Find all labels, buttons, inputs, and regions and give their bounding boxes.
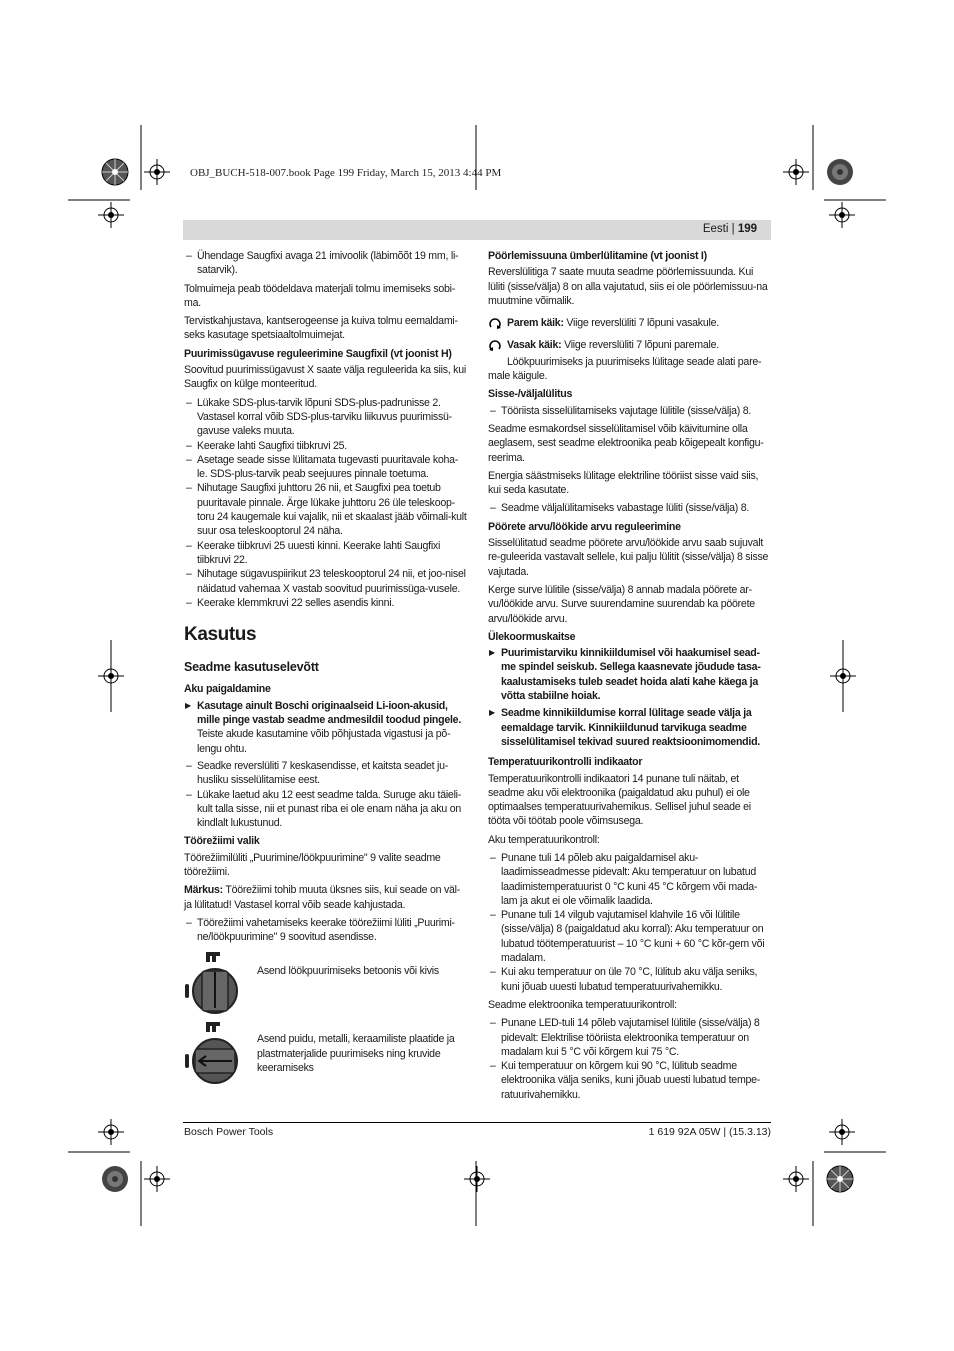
paragraph: Löökpuurimiseks ja puurimiseks lülitage seade alati pare-male käigule.: [488, 355, 762, 383]
list-item: – Nihutage sügavuspiirikut 23 teleskooptorul 24 nii, et joo-nisel näidatud vahemaa X vastab soovitud puurimissüga-vusele.: [184, 567, 467, 596]
subheading: Pöörete arvu/löökide arvu reguleerimine: [488, 520, 681, 533]
page-number: 199: [737, 223, 757, 235]
color-target-icon: [826, 158, 854, 186]
subheading: Sisse-/väljalülitus: [488, 388, 573, 401]
registration-mark-icon: [98, 1119, 124, 1145]
forward-rotation-row: [488, 316, 771, 330]
footer-rule: [183, 1122, 771, 1123]
list-item: – Nihutage Saugfixi juhttoru 26 nii, et Saugfixi pea toetub puuritavale pinnale. Ärge lükake juhttoru 26 üle teleskoop-toru 24 kaugemale kui vajalik, nii et skaalast jääb võimali-kult suur osa teleskooptorul 24 näha.: [184, 481, 467, 538]
list-item: – Kui temperatuur on kõrgem kui 90 °C, lülitub seadme elektroonika välja seniks, kuni jõuab uuesti lubatud tempe-ratuurivahemikku.: [488, 1059, 771, 1102]
mode-row-hammer: [184, 950, 467, 1020]
mode-description: Asend löökpuurimiseks betoonis või kivis: [257, 965, 439, 978]
registration-mark-icon: [144, 1166, 170, 1192]
page-header: [183, 220, 771, 240]
list-item: – Ühendage Saugfixi avaga 21 imivoolik (läbimõõt 19 mm, li-satarvik).: [184, 249, 467, 278]
list-item: – Punane tuli 14 vilgub vajutamisel klahvile 16 või lülitile (sisse/välja) 8 (paigaldatud aku korral): Aku temperatuur on lubatud töötemperatuurist – 10 °C kuni + 60 °C kõr-gem või madalam.: [488, 908, 771, 965]
color-target-icon: [101, 158, 129, 186]
paragraph: Reverslülitiga 7 saate muuta seadme pöörlemissuunda. Kui lüliti (sisse/välja) 8 on alla vajutatud, siis ei ole pöörlemissuu-na muutmine võimalik.: [488, 266, 768, 307]
registration-mark-icon: [830, 663, 856, 689]
warning-detail: Teiste akude kasutamine võib põhjustada vigastusi ja põ-lengu ohtu.: [197, 728, 451, 755]
registration-mark-icon: [144, 159, 170, 185]
reverse-label: Vasak käik:: [507, 339, 562, 352]
list-item: – Tööriista sisselülitamiseks vajutage lülitile (sisse/välja) 8.: [488, 404, 771, 418]
list-item: – Keerake tiibkruvi 25 uuesti kinni. Keerake lahti Saugfixi tiibkruvi 22.: [184, 539, 467, 568]
forward-text: Viige reverslüliti 7 lõpuni vasakule.: [563, 317, 719, 330]
paragraph: Tervistkahjustava, kantserogeense ja kuiva tolmu eemaldami-seks kasutage spetsiaaltolmuimejat.: [184, 315, 458, 342]
subheading: Töörežiimi valik: [184, 835, 260, 848]
list-item: – Keerake lahti Saugfixi tiibkruvi 25.: [184, 439, 467, 453]
warning-item: [184, 699, 467, 756]
reverse-rotation-row: [488, 338, 771, 352]
subheading: Temperatuurikontrolli indikaator: [488, 756, 643, 769]
note-paragraph: [184, 883, 467, 912]
left-column: [184, 249, 467, 1095]
subheading: Aku paigaldamine: [184, 683, 271, 696]
warning-item: ▶ Seadme kinnikiildumise korral lülitage seade välja ja eemaldage tarvik. Kinnikiildunud tarvikuga seadme sisselülitamisel tekivad suured reaktsioonimomendid.: [488, 706, 771, 749]
paragraph: Energia säästmiseks lülitage elektriline tööriist sisse vaid siis, kui seda kasutate.: [488, 469, 759, 497]
paragraph: Seadme esmakordsel sisselülitamisel võib käivitumine olla aeglasem, sest seadme elektroonika peab kõigepealt konfigu-reerima.: [488, 422, 764, 464]
registration-mark-icon: [783, 159, 809, 185]
registration-mark-icon: [783, 1166, 809, 1192]
list-item: – Lükake laetud aku 12 eest seadme talda. Suruge aku täieli-kult talla sisse, nii et punast riba ei ole enam näha ja aku on kindlalt lukustunud.: [184, 788, 467, 831]
registration-mark-icon: [464, 1166, 490, 1192]
list-item: – Seadke reverslüliti 7 keskasendisse, et kaitsta seadet ju-husliku sisselülitamise eest.: [184, 759, 467, 788]
registration-mark-icon: [829, 1119, 855, 1145]
list-item: – Asetage seade sisse lülitamata tugevasti puuritavale koha-le. SDS-plus-tarvik peab seejuures pinnale toetuma.: [184, 453, 467, 482]
paragraph: Temperatuurikontrolli indikaatori 14 punane tuli näitab, et seadme aku või elektroonika (paigaldatud aku puhul) ei ole optimaalses temperatuurivahemikus. Sellisel juhul seade ei tööta või töötab poole võimsusega.: [488, 772, 751, 828]
mode-description: Asend puidu, metalli, keraamiliste plaatide ja plastmaterjalide puurimiseks ning kruvide keeramiseks: [257, 1033, 455, 1075]
list-item: – Keerake klemmkruvi 22 selles asendis kinni.: [184, 596, 467, 610]
note-text: Töörežiimi tohib muuta üksnes siis, kui seade on väl-ja lülitatud! Vastasel korral võib seade kahjustada.: [184, 884, 461, 911]
mode-switch-hammer-drill-icon: [184, 950, 240, 1018]
paragraph: Soovitud puurimissügavust X saate välja reguleerida ka siis, kui Saugfix on külge monteeritud.: [184, 364, 466, 391]
paragraph: Kerge surve lülitile (sisse/välja) 8 annab madala pöörete ar-vu/löökide arvu. Surve suurendamine suurendab ka pöörete arvu/löökide arvu.: [488, 583, 755, 625]
list-item: – Punane tuli 14 põleb aku paigaldamisel aku-laadimisseadmesse pidevalt: Aku temperatuur on lubatud laadimistemperatuurist 0 °C kuni 45 °C kõrgem või mada-lam ja akut ei ole võimalik laadida.: [488, 851, 771, 908]
list-item: – Lükake SDS-plus-tarvik lõpuni SDS-plus-padrunisse 2. Vastasel korral võib SDS-plus-tarviku liikuvus puurimissü-gavuse valeks muuta.: [184, 396, 467, 439]
paragraph: Aku temperatuurikontroll:: [488, 833, 600, 846]
note-label: Märkus:: [184, 884, 223, 897]
registration-mark-icon: [829, 202, 855, 228]
section-title: Kasutus: [184, 624, 257, 646]
paragraph: Töörežiimilüliti „Puurimine/löökpuurimine" 9 valite seadme töörežiimi.: [184, 851, 441, 878]
paragraph: Sisselülitatud seadme pöörete arvu/löökide arvu saab sujuvalt re-guleerida vastavalt sellele, kui palju lülitit (sisse/välja) 8 sisse vajutada.: [488, 537, 769, 578]
page-header-text: [703, 223, 757, 235]
registration-mark-icon: [98, 663, 124, 689]
mode-row-drill: [184, 1020, 467, 1095]
reverse-text: Viige reverslüliti 7 lõpuni paremale.: [561, 339, 719, 352]
subheading: Ülekoormuskaitse: [488, 630, 576, 643]
paragraph: Tolmuimeja peab töödeldava materjali tolmu imemiseks sobi-ma.: [184, 282, 456, 309]
registration-mark-icon: [98, 202, 124, 228]
warning-item: ▶ Puurimistarviku kinnikiildumisel või haakumisel sead-me spindel seiskub. Sellega kaasnevate jõudude tasa-kaalustamiseks tuleb seadet hoida alati kahe käega ja võtta stabiilne hoiak.: [488, 646, 771, 703]
paragraph: Seadme elektroonika temperatuurikontroll:: [488, 998, 677, 1011]
list-item: – Töörežiimi vahetamiseks keerake töörežiimi lüliti „Puurimi-ne/löökpuurimine" 9 soovitud asendisse.: [184, 916, 467, 945]
list-item: – Punane LED-tuli 14 põleb vajutamisel lülitile (sisse/välja) 8 pidevalt: Elektrilise tööriista elektroonika temperatuur on madalam kui 5 °C või kõrgem kui 75 °C.: [488, 1016, 771, 1059]
subheading: Pöörlemissuuna ümberlülitamine (vt joonist I): [488, 250, 707, 262]
mode-switch-drill-icon: [184, 1020, 240, 1088]
subheading: Puurimissügavuse reguleerimine Saugfixil (vt joonist H): [184, 347, 452, 360]
list-item: – Seadme väljalülitamiseks vabastage lüliti (sisse/välja) 8.: [488, 501, 771, 515]
right-column: [488, 249, 771, 1102]
list-item: – Kui aku temperatuur on üle 70 °C, lülitub aku välja seniks, kuni jõuab uuesti lubatud temperatuurivahemikku.: [488, 965, 771, 994]
section-subtitle: Seadme kasutuselevõtt: [184, 660, 319, 675]
rotation-clockwise-icon: [488, 317, 502, 329]
forward-label: Parem käik:: [507, 317, 564, 330]
rotation-counterclockwise-icon: [488, 339, 502, 351]
footer-doc-number: 1 619 92A 05W | (15.3.13): [648, 1126, 771, 1138]
color-target-icon: [101, 1165, 129, 1193]
footer-brand: Bosch Power Tools: [184, 1126, 274, 1138]
header-language: Eesti: [702, 223, 729, 235]
color-target-icon: [826, 1165, 854, 1193]
print-slug: OBJ_BUCH-518-007.book Page 199 Friday, March 15, 2013 4:44 PM: [190, 167, 502, 179]
warning-text: Kasutage ainult Boschi originaalseid Li-ioon-akusid, mille pinge vastab seadme andmesildil toodud pingele.: [197, 699, 462, 727]
header-separator: |: [731, 223, 735, 235]
